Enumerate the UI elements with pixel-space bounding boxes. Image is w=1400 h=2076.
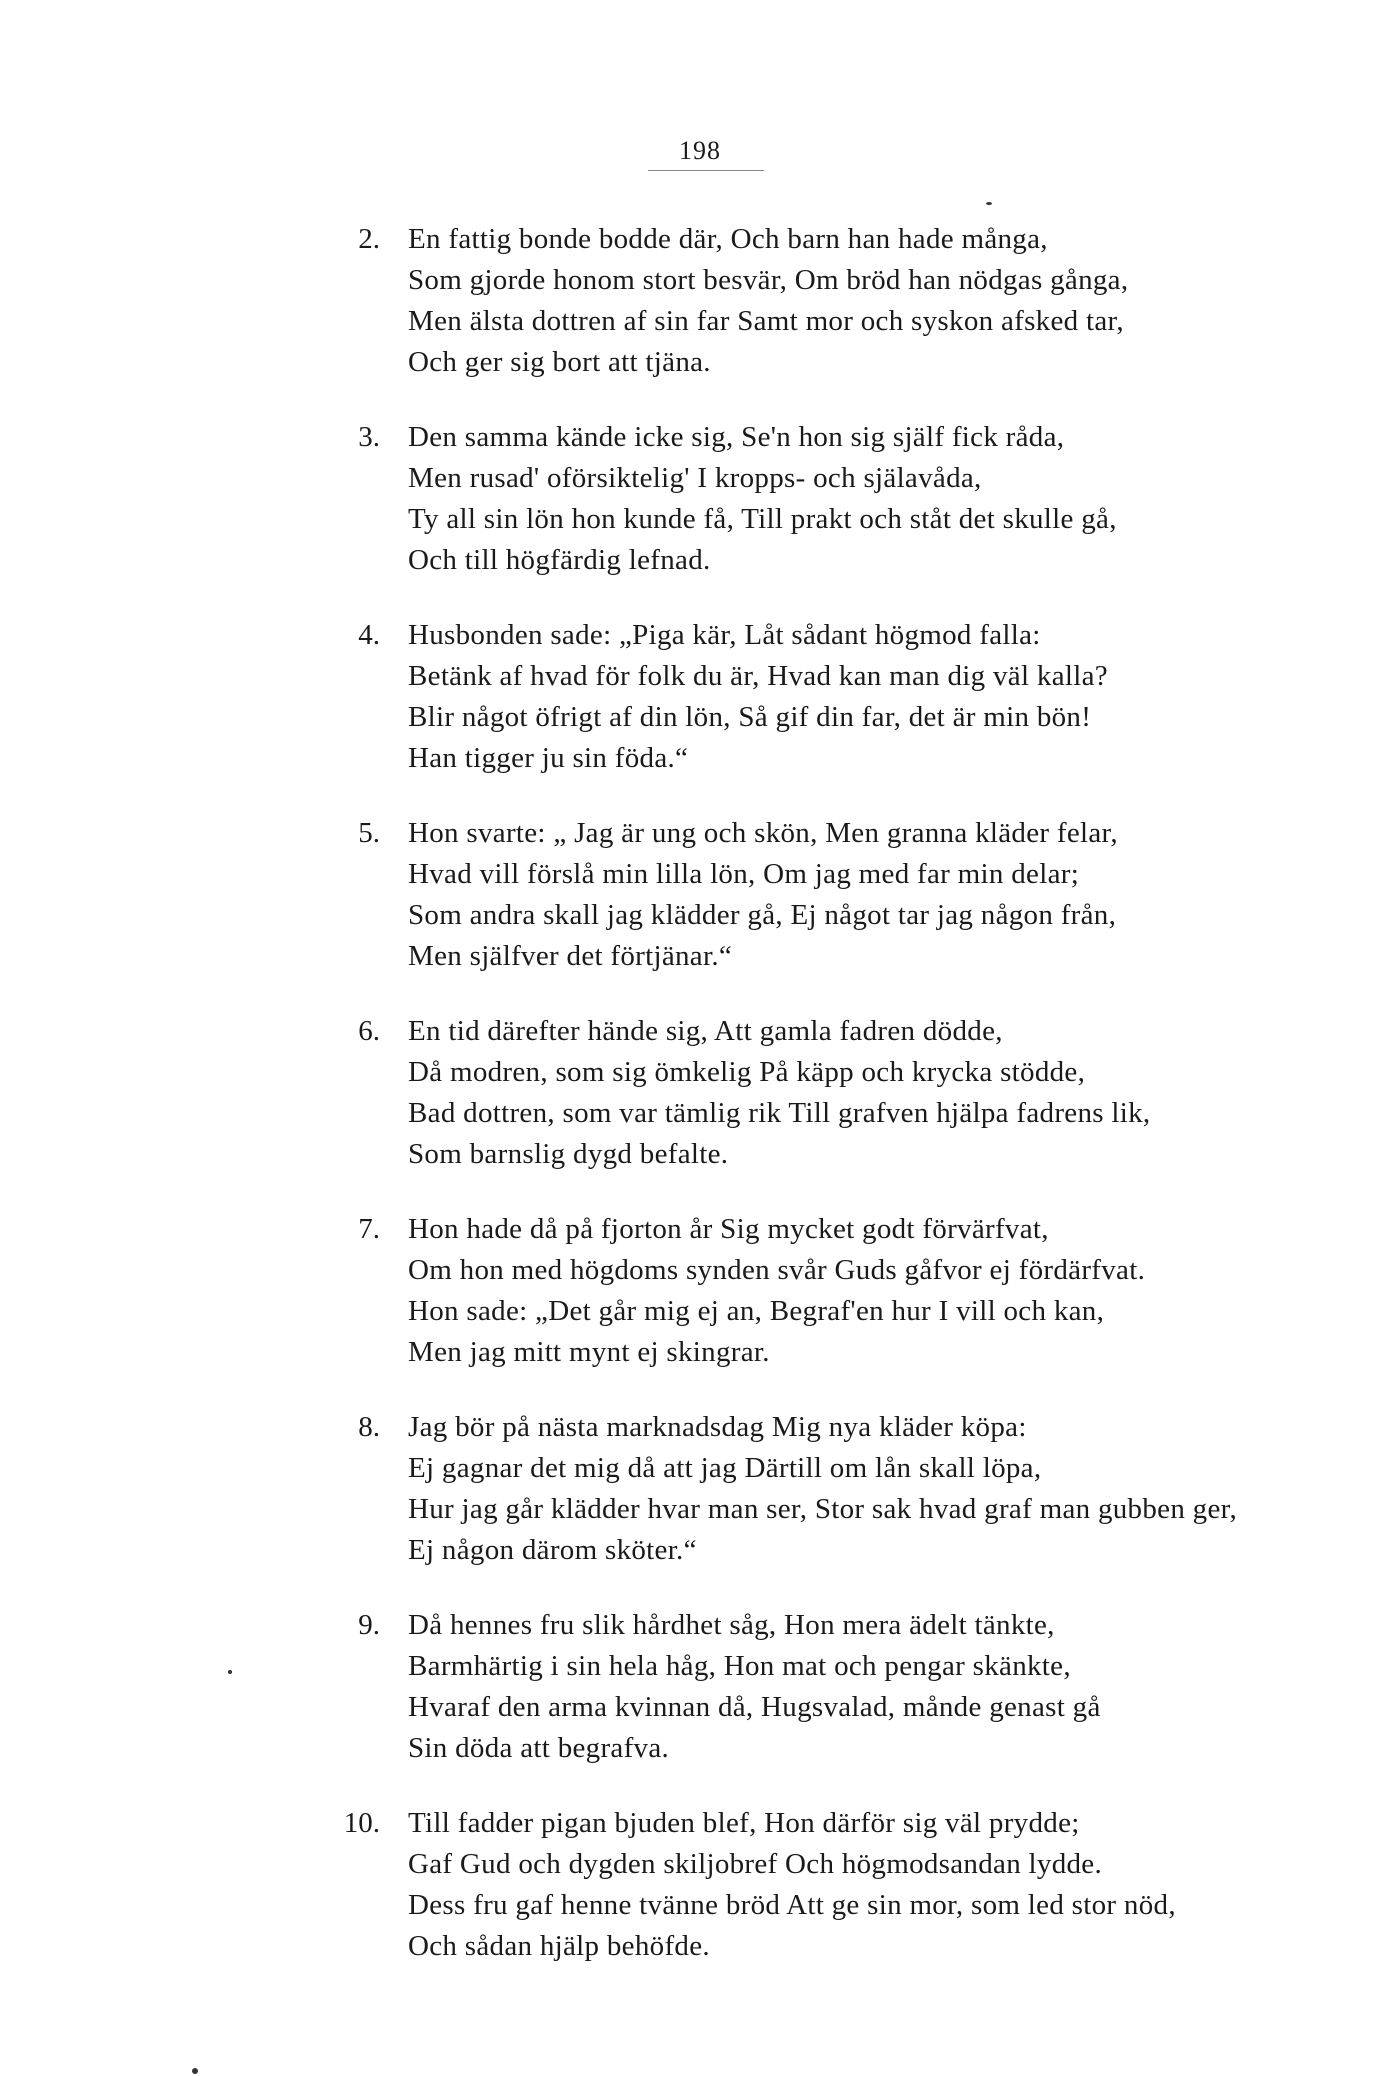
verse-line: Hon sade: „Det går mig ej an, Begraf'en hur I vill och kan,: [408, 1295, 1105, 1327]
verse-line: Hvaraf den arma kvinnan då, Hugsvalad, månde genast gå: [408, 1691, 1101, 1723]
verse-line: Ty all sin lön hon kunde få, Till prakt och ståt det skulle gå,: [408, 503, 1117, 535]
stanza-lines: [408, 1605, 1348, 1769]
page-number-rule: [648, 170, 764, 171]
stanza-number: 10.: [343, 1807, 380, 1839]
verse-line: Och ger sig bort att tjäna.: [408, 346, 711, 378]
verse-line: Men själfver det förtjänar.“: [408, 940, 733, 972]
verse-line: En fattig bonde bodde där, Och barn han hade många,: [408, 223, 1048, 255]
verse-line: Ej gagnar det mig då att jag Därtill om lån skall löpa,: [408, 1452, 1042, 1484]
verse-line: Hvad vill förslå min lilla lön, Om jag med far min delar;: [408, 858, 1080, 890]
stanza-lines: [408, 813, 1348, 977]
verse-line: Som gjorde honom stort besvär, Om bröd han nödgas gånga,: [408, 264, 1129, 296]
stanza-lines: [408, 219, 1348, 383]
ink-speck: [192, 2068, 198, 2074]
stanza-number: 6.: [358, 1015, 380, 1047]
verse-line: Då hennes fru slik hårdhet såg, Hon mera ädelt tänkte,: [408, 1609, 1055, 1641]
stanza-number: 9.: [358, 1609, 380, 1641]
verse-line: Men jag mitt mynt ej skingrar.: [408, 1336, 770, 1368]
verse-line: Han tigger ju sin föda.“: [408, 742, 689, 774]
stanza-lines: [408, 1803, 1348, 1967]
verse-line: Och sådan hjälp behöfde.: [408, 1930, 710, 1962]
verse-line: Den samma kände icke sig, Se'n hon sig själf fick råda,: [408, 421, 1065, 453]
verse-line: Blir något öfrigt af din lön, Så gif din far, det är min bön!: [408, 701, 1092, 733]
verse-line: Dess fru gaf henne tvänne bröd Att ge sin mor, som led stor nöd,: [408, 1889, 1176, 1921]
verse-line: Hur jag går klädder hvar man ser, Stor sak hvad graf man gubben ger,: [408, 1493, 1238, 1525]
verse-line: Bad dottren, som var tämlig rik Till grafven hjälpa fadrens lik,: [408, 1097, 1151, 1129]
verse-line: Som andra skall jag klädder gå, Ej något tar jag någon från,: [408, 899, 1117, 931]
verse-line: Sin döda att begrafva.: [408, 1732, 670, 1764]
stanza-number: 5.: [358, 817, 380, 849]
verse-line: Då modren, som sig ömkelig På käpp och krycka stödde,: [408, 1056, 1086, 1088]
verse-line: Barmhärtig i sin hela håg, Hon mat och pengar skänkte,: [408, 1650, 1071, 1682]
verse-line: Gaf Gud och dygden skiljobref Och högmodsandan lydde.: [408, 1848, 1103, 1880]
verse-line: Till fadder pigan bjuden blef, Hon därför sig väl prydde;: [408, 1807, 1080, 1839]
stanza-number: 4.: [358, 619, 380, 651]
verse-line: Ej någon därom sköter.“: [408, 1534, 697, 1566]
stanza-number: 3.: [358, 421, 380, 453]
verse-line: Men rusad' oförsiktelig' I kropps- och själavåda,: [408, 462, 982, 494]
stanza-number: 7.: [358, 1213, 380, 1245]
verse-line: Hon svarte: „ Jag är ung och skön, Men granna kläder felar,: [408, 817, 1118, 849]
verse-line: Och till högfärdig lefnad.: [408, 544, 711, 576]
stanza-lines: [408, 1011, 1348, 1175]
stanza-number: 8.: [358, 1411, 380, 1443]
verse-line: Om hon med högdoms synden svår Guds gåfvor ej fördärfvat.: [408, 1254, 1146, 1286]
verse-line: Men älsta dottren af sin far Samt mor och syskon afsked tar,: [408, 305, 1124, 337]
verse-line: Jag bör på nästa marknadsdag Mig nya kläder köpa:: [408, 1411, 1027, 1443]
verse-line: Som barnslig dygd befalte.: [408, 1138, 729, 1170]
stanza-lines: [408, 1407, 1348, 1571]
stanza-lines: [408, 1209, 1348, 1373]
verse-line: Hon hade då på fjorton år Sig mycket godt förvärfvat,: [408, 1213, 1049, 1245]
verse-line: Betänk af hvad för folk du är, Hvad kan man dig väl kalla?: [408, 660, 1108, 692]
stanza-number: 2.: [358, 223, 380, 255]
stanza-lines: [408, 615, 1348, 779]
stanza-lines: [408, 417, 1348, 581]
verse-line: En tid därefter hände sig, Att gamla fadren dödde,: [408, 1015, 1003, 1047]
ink-speck: [228, 1670, 232, 1674]
page-number: 198: [679, 136, 721, 165]
ink-speck: [986, 202, 992, 205]
verse-line: Husbonden sade: „Piga kär, Låt sådant högmod falla:: [408, 619, 1041, 651]
